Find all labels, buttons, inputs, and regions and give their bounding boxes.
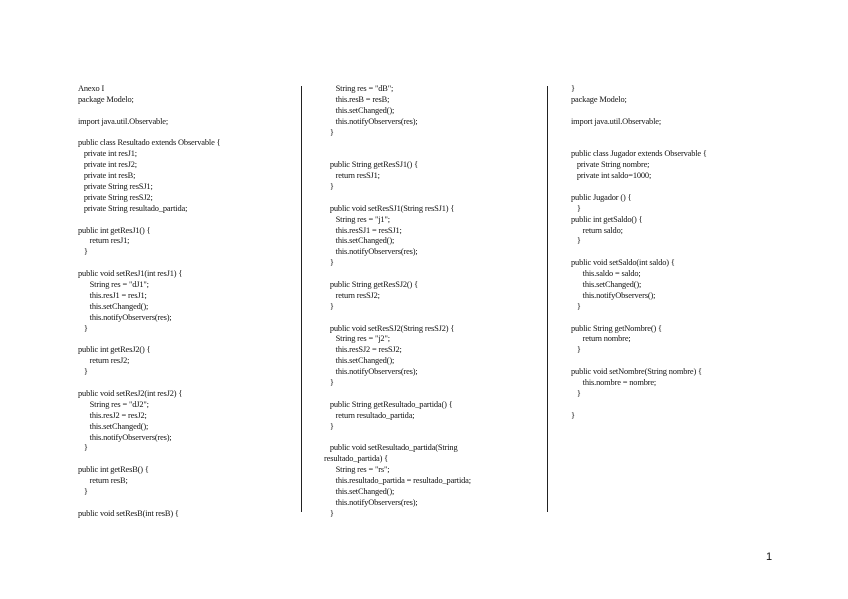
code-column-3 xyxy=(571,84,771,422)
code-line xyxy=(324,149,538,160)
code-line xyxy=(324,269,538,280)
code-line xyxy=(571,400,771,411)
code-line: } xyxy=(324,182,334,192)
code-line xyxy=(324,138,538,149)
code-line: } xyxy=(571,203,581,213)
code-line: private int resJ1; xyxy=(78,149,137,159)
code-line: this.nombre = nombre; xyxy=(571,378,657,388)
code-line: public void setResJ1(int resJ1) { xyxy=(78,269,183,279)
code-line xyxy=(324,313,538,324)
code-line: } xyxy=(571,301,581,311)
code-line: public String getNombre() { xyxy=(571,323,662,333)
code-line: package Modelo; xyxy=(571,94,627,104)
code-line: } xyxy=(324,258,334,268)
code-line: this.notifyObservers(res); xyxy=(324,367,418,377)
code-line: return resSJ1; xyxy=(324,171,380,181)
code-line xyxy=(78,106,296,117)
code-line: this.setChanged(); xyxy=(78,301,149,311)
code-line: private String nombre; xyxy=(571,160,650,170)
code-line: private int resB; xyxy=(78,171,136,181)
code-line: } xyxy=(78,443,88,453)
code-line: this.resSJ1 = resSJ1; xyxy=(324,225,402,235)
code-line: Anexo I xyxy=(78,84,105,93)
code-line: } xyxy=(78,486,88,496)
code-line: public String getResultado_partida() { xyxy=(324,399,453,409)
code-line: this.resSJ2 = resSJ2; xyxy=(324,345,402,355)
code-line: this.notifyObservers(res); xyxy=(324,116,418,126)
code-line: this.notifyObservers(res); xyxy=(78,432,172,442)
code-line: } xyxy=(571,388,581,398)
code-line: return nombre; xyxy=(571,334,631,344)
code-line xyxy=(324,433,538,444)
code-line: this.notifyObservers(res); xyxy=(78,312,172,322)
code-line: } xyxy=(78,323,88,333)
code-line: String res = "dJ1"; xyxy=(78,280,149,290)
code-line: this.saldo = saldo; xyxy=(571,269,641,279)
code-line: return resultado_partida; xyxy=(324,410,415,420)
code-line: } xyxy=(571,410,575,420)
code-line: public class Jugador extends Observable { xyxy=(571,149,707,159)
code-line: this.setChanged(); xyxy=(78,421,149,431)
code-line xyxy=(78,215,296,226)
code-line: return resSJ2; xyxy=(324,290,380,300)
column-divider-2 xyxy=(547,86,548,512)
code-line xyxy=(571,106,771,117)
code-line xyxy=(78,378,296,389)
code-line: import java.util.Observable; xyxy=(78,116,168,126)
code-line xyxy=(78,498,296,509)
code-line: private String resSJ2; xyxy=(78,192,153,202)
code-line: public void setNombre(String nombre) { xyxy=(571,367,702,377)
code-line: } xyxy=(324,508,334,518)
code-line xyxy=(78,128,296,139)
code-line: public void setResJ2(int resJ2) { xyxy=(78,388,183,398)
code-line xyxy=(78,258,296,269)
code-line: this.resJ1 = resJ1; xyxy=(78,290,147,300)
code-line: public void setResSJ1(String resSJ1) { xyxy=(324,203,455,213)
code-line: this.setChanged(); xyxy=(324,486,395,496)
code-line: public void setResSJ2(String resSJ2) { xyxy=(324,323,455,333)
code-line xyxy=(571,247,771,258)
code-line: public void setResultado_partida(String xyxy=(324,443,458,453)
code-line xyxy=(78,454,296,465)
code-column-1 xyxy=(78,84,296,520)
code-line: this.resJ2 = resJ2; xyxy=(78,410,147,420)
code-line: return saldo; xyxy=(571,225,623,235)
code-line: private String resultado_partida; xyxy=(78,203,188,213)
code-line: public int getSaldo() { xyxy=(571,214,643,224)
code-line: return resB; xyxy=(78,476,128,486)
column-divider-1 xyxy=(301,86,302,512)
code-line: this.setChanged(); xyxy=(324,356,395,366)
code-line xyxy=(571,313,771,324)
code-line: this.notifyObservers(res); xyxy=(324,497,418,507)
code-line: String res = "rs"; xyxy=(324,465,390,475)
code-line: } xyxy=(324,301,334,311)
code-line: public Jugador () { xyxy=(571,192,632,202)
code-line: return resJ1; xyxy=(78,236,130,246)
code-line: } xyxy=(324,421,334,431)
code-line xyxy=(324,389,538,400)
code-line: private String resSJ1; xyxy=(78,182,153,192)
code-line: this.notifyObservers(res); xyxy=(324,247,418,257)
code-line: public void setResB(int resB) { xyxy=(78,508,179,518)
code-line xyxy=(324,193,538,204)
page-number: 1 xyxy=(766,551,773,563)
code-line: import java.util.Observable; xyxy=(571,116,661,126)
code-line: this.setChanged(); xyxy=(324,105,395,115)
code-line: } xyxy=(324,127,334,137)
code-line: public String getResSJ1() { xyxy=(324,160,418,170)
code-line: this.resultado_partida = resultado_partida; xyxy=(324,476,471,486)
code-line xyxy=(571,356,771,367)
code-line: public void setSaldo(int saldo) { xyxy=(571,258,675,268)
code-line: public int getResJ2() { xyxy=(78,345,151,355)
code-line: } xyxy=(571,345,581,355)
code-column-2 xyxy=(324,84,538,520)
code-line: this.notifyObservers(); xyxy=(571,290,656,300)
code-line: public int getResJ1() { xyxy=(78,225,151,235)
code-line: } xyxy=(78,247,88,257)
code-line: } xyxy=(324,378,334,388)
code-line: public int getResB() { xyxy=(78,465,149,475)
code-line: this.resB = resB; xyxy=(324,94,390,104)
code-line: return resJ2; xyxy=(78,356,130,366)
code-line: String res = "j2"; xyxy=(324,334,390,344)
code-line: private int resJ2; xyxy=(78,160,137,170)
code-line xyxy=(571,182,771,193)
code-line: } xyxy=(571,84,575,93)
code-line xyxy=(571,138,771,149)
code-line xyxy=(571,128,771,139)
code-line: String res = "dJ2"; xyxy=(78,399,149,409)
code-line: resultado_partida) { xyxy=(324,454,389,464)
code-line: this.setChanged(); xyxy=(571,280,642,290)
code-line: public class Resultado extends Observable { xyxy=(78,138,221,148)
code-line: String res = "dB"; xyxy=(324,84,394,93)
code-line xyxy=(78,334,296,345)
code-line: this.setChanged(); xyxy=(324,236,395,246)
code-line: private int saldo=1000; xyxy=(571,171,652,181)
code-line: } xyxy=(78,367,88,377)
code-line: public String getResSJ2() { xyxy=(324,280,418,290)
code-line: } xyxy=(571,236,581,246)
code-line: String res = "j1"; xyxy=(324,214,390,224)
code-line: package Modelo; xyxy=(78,94,134,104)
